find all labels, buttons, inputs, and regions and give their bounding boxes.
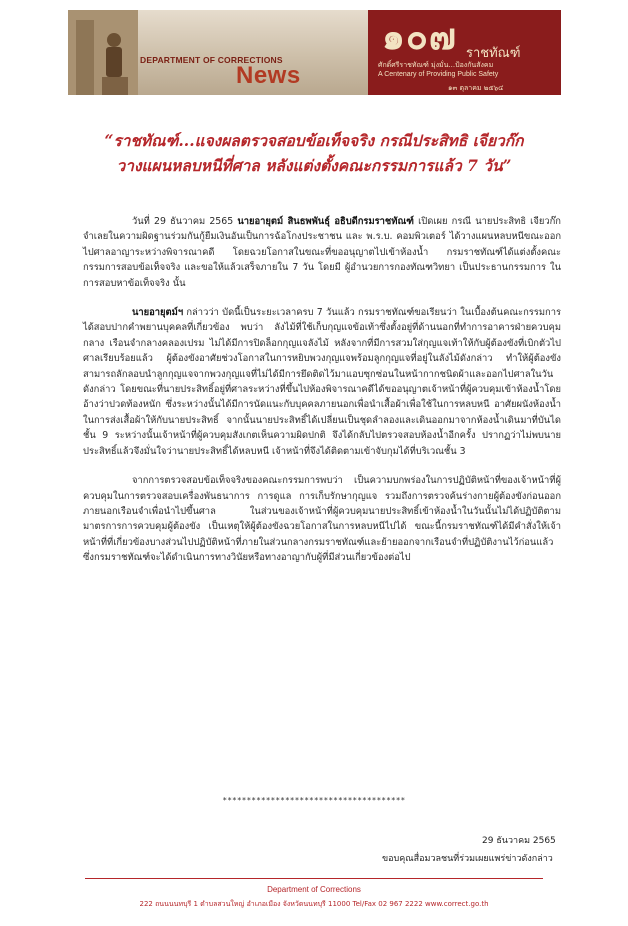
banner-date: ๑๓ ตุลาคม ๒๕๖๔ — [448, 84, 504, 92]
news-banner — [68, 10, 561, 95]
paragraph-2 — [83, 305, 561, 459]
footer-address: 222 ถนนนนทบุรี 1 ตำบลสวนใหญ่ อำเภอเมือง จังหวัดนนทบุรี 11000 Tel/Fax 02 967 2222 www.correct.go.th — [139, 900, 489, 908]
headline-line-2: วางแผนหลบหนีที่ศาล หลังแต่งตั้งคณะกรรมการแล้ว 7 วัน” — [116, 156, 512, 175]
closing-thanks: ขอบคุณสื่อมวลชนที่ร่วมเผยแพร่ข่าวดังกล่าว — [382, 854, 553, 864]
headline — [50, 128, 578, 178]
p1-name: นายอายุตม์ สินธพพันธุ์ อธิบดีกรมราชทัณฑ์ — [237, 216, 414, 227]
closing-date: 29 ธันวาคม 2565 — [482, 836, 556, 846]
paragraph-1 — [83, 214, 561, 291]
footer-org: Department of Corrections — [267, 885, 361, 894]
separator: ************************************** — [222, 796, 406, 805]
department-label: DEPARTMENT OF CORRECTIONS — [140, 55, 283, 65]
tagline-thai: ศักดิ์ศรีราชทัณฑ์ มุ่งมั่น...ป้องกันสังคม — [378, 61, 494, 69]
p1-rest: เปิดเผย กรณี นายประสิทธิ เจียวก๊ก จำเลยในความผิดฐานร่วมกันกู้ยืมเงินอันเป็นการฉ้อโกงประชาชน และ พ.ร.บ. คอมพิวเตอร์ ได้วางแผนหลบหนีขณะออกไปศาลอาญาระหว่างพิจารณาคดี โดยฉวยโอกาสในขณะที่ขออนุญาตไปเข้าห้องน้ำ กรมราชทัณฑ์ได้แต่งตั้งคณะกรรมการสอบข้อเท็จจริง และขอให้แล้วเสร็จภายใน 7 วัน โดยมี ผู้อำนวยการกองทัณฑวิทยา เป็นประธานกรรมการ ในการสอบหาข้อเท็จจริง นั้น — [83, 216, 561, 289]
article-body — [83, 214, 561, 580]
p1-lead: วันที่ 29 ธันวาคม 2565 — [132, 216, 238, 227]
footer-divider — [85, 878, 543, 879]
p2-rest: กล่าวว่า บัดนี้เป็นระยะเวลาครบ 7 วันแล้ว กรมราชทัณฑ์ขอเรียนว่า ในเบื้องต้นคณะกรรมการได้สอบปากคำพยานบุคคลที่เกี่ยวข้อง พบว่า ลังไม้ที่ใช้เก็บกุญแจข้อเท้าซึ่งตั้งอยู่ที่ด้านนอกที่ทำการอาคารฝ่ายควบคุมกลาง เรือนจำกลางคลองเปรม ไม่ได้มีการปิดล็อกกุญแจลังไม้ หลังจากที่มีการสวมใส่กุญแจเท้าให้กับผู้ต้องขังที่เบิกตัวไปศาลเรียบร้อยแล้ว ผู้ต้องขังอาศัยช่วงโอกาสในการหยิบพวงกุญแจพร้อมลูกกุญแจที่อยู่ในลังไม้ดังกล่าว ทำให้ผู้ต้องขังสามารถลักลอบนำลูกกุญแจจากพวงกุญแจที่ไม่ได้มีการยึดติดไว้มาแอบซุกซ่อนในหน้ากากชนิดผ้าและออกไปศาลในวันดังกล่าว โดยขณะที่นายประสิทธิ์อยู่ที่ศาลระหว่างที่ขึ้นไปห้องพิจารณาคดีได้ขออนุญาตเจ้าหน้าที่ผู้ควบคุมเข้าห้องน้ำโดยอ้างว่าปวดท้องหนัก ซึ่งระหว่างนั้นได้มีการนัดแนะกับบุคคลภายนอกเพื่อนำเสื้อผ้าเพื่อใช้ในการหลบหนี อาศัยผนังห้องน้ำในการส่งเสื้อผ้าให้กับนายประสิทธิ์ จากนั้นนายประสิทธิ์ได้เปลี่ยนเป็นชุดลำลองและเดินออกมาจากห้องน้ำเดินมาที่บันไดชั้น 9 ระหว่างนั้นเจ้าหน้าที่ผู้ควบคุมสังเกตเห็นความผิดปกติ จึงได้กลับไปตรวจสอบห้องน้ำอีกครั้ง ปรากฏว่าไม่พบนายประสิทธิ์แล้วจึงมั่นใจว่านายประสิทธิ์ได้หลบหนี เจ้าหน้าที่จึงได้ติดตามเข้าจับกุมได้ที่บริเวณชั้น 3 — [83, 307, 561, 457]
headline-line-1: “ราชทัณฑ์...แจงผลตรวจสอบข้อเท็จจริง กรณีประสิทธิ เจียวก๊ก — [104, 131, 524, 150]
tagline-english: A Centenary of Providing Public Safety — [378, 71, 499, 78]
guard-silhouette-icon — [68, 10, 138, 95]
anniversary-numeral: ๑๐๗ — [382, 16, 457, 58]
brand-word: ราชทัณฑ์ — [466, 46, 521, 61]
news-label: News — [236, 62, 301, 89]
paragraph-3: จากการตรวจสอบข้อเท็จจริงของคณะกรรมการพบว่า เป็นความบกพร่องในการปฏิบัติหน้าที่ของเจ้าหน้าที่ผู้ควบคุมในการตรวจสอบเครื่องพันธนาการ การดูแล การเก็บรักษากุญแจ รวมถึงการตรวจค้นร่างกายผู้ต้องขังก่อนออกภายนอกเรือนจำเพื่อนำไปขึ้นศาล ในส่วนของเจ้าหน้าที่ผู้ควบคุมนายประสิทธิ์เข้าห้องน้ำในวันนั้นไม่ได้ปฏิบัติตามมาตรการการควบคุมผู้ต้องขัง เป็นเหตุให้ผู้ต้องขังฉวยโอกาสในการหลบหนีไปได้ ขณะนี้กรมราชทัณฑ์ได้มีคำสั่งให้เจ้าหน้าที่ที่เกี่ยวข้องบางส่วนไปปฏิบัติหน้าที่ภายในส่วนกลางกรมราชทัณฑ์และย้ายออกจากเรือนจำที่ปฏิบัติงานไว้ก่อนแล้ว ซึ่งกรมราชทัณฑ์จะได้ดำเนินการทางวินัยหรือทางอาญากับผู้ที่มีส่วนเกี่ยวข้องต่อไป — [83, 475, 561, 564]
banner-right-panel — [368, 10, 561, 95]
banner-left-panel — [68, 10, 368, 95]
p2-name: นายอายุตม์ฯ — [132, 307, 184, 319]
